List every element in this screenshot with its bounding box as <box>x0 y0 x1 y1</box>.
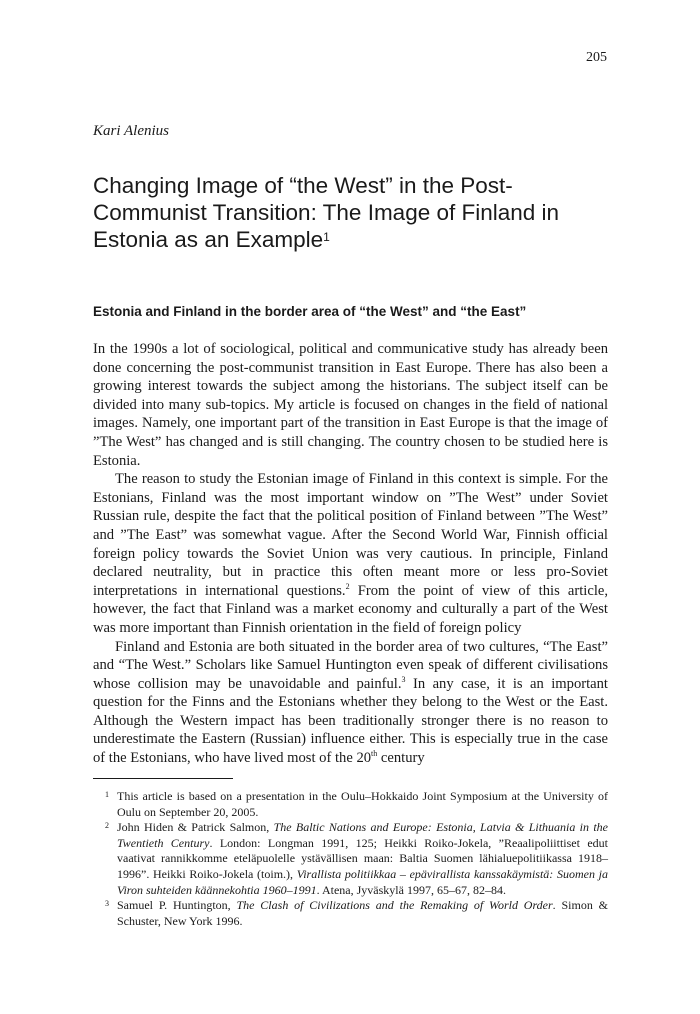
paragraph-1-text: In the 1990s a lot of sociological, political and communicative study has already been done concerning the post-communist transition in East Europe. There has also been a growing interest towards the subject among the historians. The subject itself can be divided into many sub-topics. My article is focused on changes in the field of national images. Namely, one important part of the transition in East Europe is that the image of ”The West” has changed and is still changing. The country chosen to be studied here is Estonia. <box>93 341 608 469</box>
footnote-2-text-1: John Hiden & Patrick Salmon, <box>117 820 274 835</box>
footnote-2 <box>93 820 608 898</box>
body-text <box>93 340 608 768</box>
page-number: 205 <box>586 50 607 65</box>
footnote-3-text-1: Samuel P. Huntington, <box>117 898 237 913</box>
footnote-1-number: 1 <box>105 790 109 799</box>
paragraph-3-text-a: Finland and Estonia are both situated in the border area of two cultures, “The East” and “The West.” Scholars like Samuel Huntington even speak of different civilisations whose collision may be unavoidable and painful. <box>93 638 608 692</box>
author-name: Kari Alenius <box>93 123 169 139</box>
article-title-text: Changing Image of “the West” in the Post-Communist Transition: The Image of Finland in Estonia as an Example <box>93 173 560 252</box>
footnote-ref-3: 3 <box>401 674 406 684</box>
article-title <box>93 172 613 253</box>
footnote-3-number: 3 <box>105 899 109 909</box>
footnote-ref-2: 2 <box>345 581 350 591</box>
paragraph-3-text-b: In any case, it is an important question for the Finns and the Estonians whether they belong to the West or the East. Although the Western impact has been traditionally stronger there is no reason to underestimate the Eastern (Russian) influence either. This is especially true in the case of the Estonians, who have lived most of the 20 <box>93 675 608 767</box>
paragraph-2 <box>93 470 608 637</box>
footnote-divider <box>93 778 233 779</box>
section-heading: Estonia and Finland in the border area of “the West” and “the East” <box>93 304 527 319</box>
footnote-2-book-title: The Baltic Nations and Europe: Estonia, Latvia & Lithuania in the Twentieth Century <box>117 820 608 850</box>
ordinal-suffix: th <box>371 749 378 759</box>
paragraph-2-text-a: The reason to study the Estonian image of Finland in this context is simple. For the Estonians, Finland was the most important window on ”The West” under Soviet Russian rule, despite the fact that the political position of Finland between ”The West” and ”The East” was somewhat vague. After the Second World War, Finnish official foreign policy towards the Soviet Union was very cautious. In principle, Finland declared neutrality, but in practice this often meant more or less pro-Soviet interpretations in international questions. <box>93 471 608 599</box>
footnote-1 <box>93 789 608 820</box>
footnote-1-text: This article is based on a presentation in the Oulu–Hokkaido Joint Symposium at the University of Oulu on September 20, 2005. <box>117 789 608 819</box>
footnote-3-book-title: The Clash of Civilizations and the Remaking of World Order <box>236 898 553 913</box>
footnote-2-volume-title: Virallista politiikkaa – epävirallista kanssakäymistä: Suomen ja Viron suhteiden käännekohtia 1960–1991 <box>117 866 608 897</box>
footnote-2-text-3: . Atena, Jyväskylä 1997, 65–67, 82–84. <box>316 882 506 897</box>
paragraph-3 <box>93 638 608 768</box>
title-footnote-marker: 1 <box>323 230 330 244</box>
paragraph-1 <box>93 340 608 470</box>
footnote-3-text-2: . Simon & Schuster, New York 1996. <box>117 898 608 928</box>
footnote-3 <box>93 898 608 929</box>
footnotes <box>93 789 608 929</box>
footnote-2-text-2: . London: Longman 1991, 125; Heikki Roiko-Jokela, ”Reaalipoliittiset edut vaativat rannikkomme eteläpuolelle ystävällisen maan: Baltia Suomen lähialuepolitiikassa 1918–1996”. Heikki Roiko-Jokela (toim.), <box>117 835 608 881</box>
footnote-2-number: 2 <box>105 821 109 831</box>
paragraph-2-text-b: From the point of view of this article, however, the fact that Finland was a market economy and culturally a part of the West was more important than Finnish orientation in the field of foreign policy <box>93 582 609 636</box>
paragraph-3-text-c: century <box>377 750 425 767</box>
